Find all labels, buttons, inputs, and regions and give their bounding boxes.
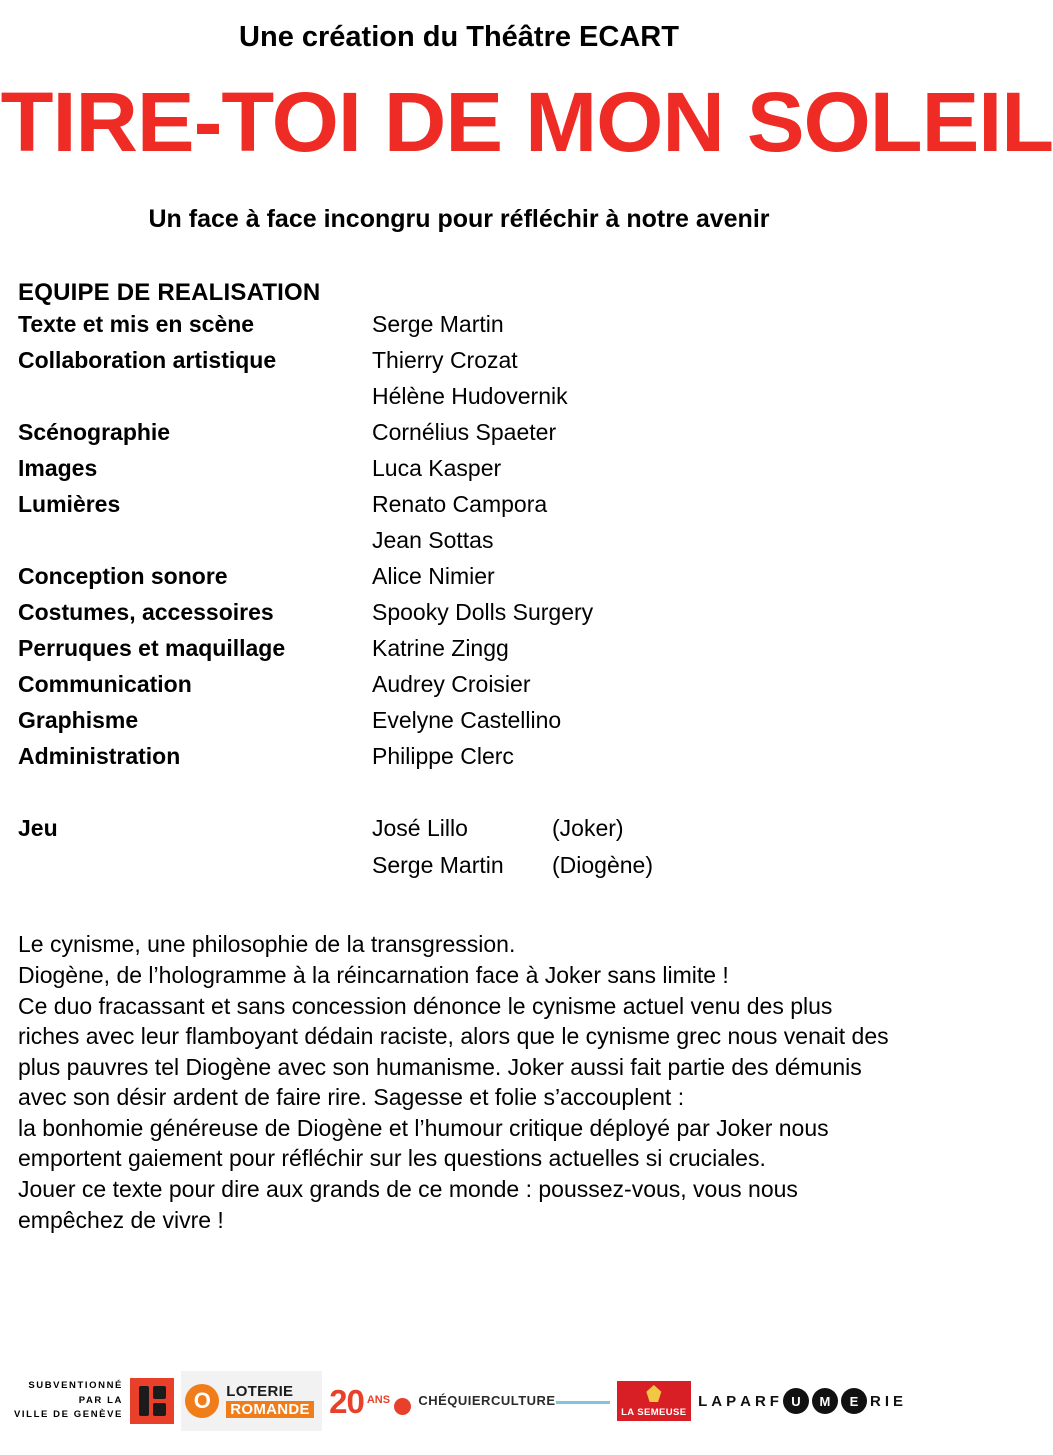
credit-name: Spooky Dolls Surgery bbox=[372, 599, 594, 626]
credit-role: Graphisme bbox=[18, 707, 139, 734]
credit-row bbox=[18, 529, 904, 565]
credits-section bbox=[14, 279, 904, 891]
cast-actor-name-text: José Lillo bbox=[372, 815, 468, 842]
description-line: Diogène, de l’hologramme à la réincarnation face à Joker sans limite ! bbox=[18, 961, 729, 988]
credit-name: Philippe Clerc bbox=[372, 743, 514, 770]
parfumerie-letter: F bbox=[769, 1392, 780, 1410]
poster-title: TIRE-TOI DE MON SOLEIL bbox=[0, 74, 1053, 169]
cast-row bbox=[18, 854, 904, 891]
credit-role: Lumières bbox=[18, 491, 121, 518]
parfumerie-letter-circle: U bbox=[783, 1388, 809, 1414]
parfumerie-letter: I bbox=[884, 1392, 890, 1410]
geneva-crest-icon bbox=[130, 1378, 174, 1424]
credit-role: Perruques et maquillage bbox=[18, 635, 286, 662]
loterie-text bbox=[226, 1384, 314, 1418]
credit-name: Serge Martin bbox=[372, 311, 504, 338]
sponsor-logos bbox=[14, 1371, 904, 1431]
credit-name: Audrey Croisier bbox=[372, 671, 531, 698]
credit-row bbox=[18, 349, 904, 385]
credit-name: Thierry Crozat bbox=[372, 347, 518, 374]
credit-row bbox=[18, 673, 904, 709]
chequier-underline-icon bbox=[556, 1401, 610, 1404]
sponsor-loterie-romande bbox=[181, 1371, 322, 1431]
sponsor-la-semeuse bbox=[617, 1381, 691, 1421]
poster-eyebrow: Une création du Théâtre ECART bbox=[239, 21, 679, 53]
cast-actor-name bbox=[372, 817, 624, 840]
cast-row bbox=[18, 817, 904, 854]
credit-name: Luca Kasper bbox=[372, 455, 502, 482]
credit-name: Alice Nimier bbox=[372, 563, 495, 590]
cast-section bbox=[18, 817, 904, 891]
credit-name: Katrine Zingg bbox=[372, 635, 509, 662]
credit-row bbox=[18, 457, 904, 493]
sponsor-chequier-culture bbox=[418, 1375, 609, 1427]
description-line: la bonhomie généreuse de Diogène et l’humour critique déployé par Joker nous emportent gaiement pour réfléchir sur les questions actuelles si cruciales. bbox=[18, 1114, 829, 1172]
loterie-line-1: LOTERIE bbox=[226, 1383, 294, 1400]
credit-name: Evelyne Castellino bbox=[372, 707, 562, 734]
semeuse-figure-icon bbox=[646, 1385, 661, 1402]
description-line: Jouer ce texte pour dire aux grands de ce monde : poussez-vous, vous nous empêchez de vivre ! bbox=[18, 1176, 798, 1233]
credit-row bbox=[18, 565, 904, 601]
cast-character: (Diogène) bbox=[552, 852, 653, 879]
cast-character: (Joker) bbox=[552, 815, 624, 842]
credits-heading: EQUIPE DE REALISATION bbox=[18, 279, 321, 307]
poster-subtitle: Un face à face incongru pour réfléchir à notre avenir bbox=[148, 204, 770, 233]
sponsor-ville-de-geneve bbox=[14, 1375, 174, 1427]
chequier-line-2: CULTURE bbox=[490, 1393, 556, 1409]
description-text bbox=[14, 929, 904, 1235]
credit-row bbox=[18, 385, 904, 421]
credit-row bbox=[18, 601, 904, 637]
loterie-circle-icon: O bbox=[185, 1384, 219, 1418]
sponsor-line-2: PAR LA bbox=[78, 1394, 123, 1406]
credit-row bbox=[18, 637, 904, 673]
parfumerie-letter-circle: E bbox=[841, 1388, 867, 1414]
credit-role: Costumes, accessoires bbox=[18, 599, 274, 626]
credit-row bbox=[18, 709, 904, 745]
credit-role: Communication bbox=[18, 671, 192, 698]
parfumerie-letter: A bbox=[740, 1392, 752, 1410]
credit-role: Conception sonore bbox=[18, 563, 228, 590]
parfumerie-letter-circle: M bbox=[812, 1388, 838, 1414]
credit-role: Images bbox=[18, 455, 98, 482]
parfumerie-letter: E bbox=[892, 1392, 904, 1410]
parfumerie-letter: P bbox=[726, 1392, 738, 1410]
credit-role: Collaboration artistique bbox=[18, 347, 277, 374]
credit-role: Administration bbox=[18, 743, 181, 770]
sponsor-line-1: SUBVENTIONNÉ bbox=[28, 1379, 123, 1391]
anniversary-number: 20 bbox=[329, 1382, 364, 1420]
cast-label: Jeu bbox=[18, 815, 58, 842]
credit-name: Cornélius Spaeter bbox=[372, 419, 557, 446]
loterie-line-2: ROMANDE bbox=[226, 1401, 314, 1418]
cast-actor-name bbox=[372, 854, 653, 877]
chequier-line-1: CHÉQUIER bbox=[418, 1393, 491, 1409]
sponsor-la-parfumerie bbox=[698, 1375, 904, 1427]
credit-role: Scénographie bbox=[18, 419, 171, 446]
credit-name: Hélène Hudovernik bbox=[372, 383, 568, 410]
credit-row bbox=[18, 745, 904, 781]
credit-name: Renato Campora bbox=[372, 491, 548, 518]
anniversary-dot-icon bbox=[394, 1398, 411, 1415]
sponsor-20-ans bbox=[329, 1375, 411, 1427]
parfumerie-letter: L bbox=[698, 1392, 709, 1410]
credit-row bbox=[18, 493, 904, 529]
credit-row bbox=[18, 313, 904, 349]
parfumerie-letter: A bbox=[711, 1392, 724, 1410]
parfumerie-letter: R bbox=[754, 1392, 767, 1410]
sponsor-line-3: VILLE DE GENÈVE bbox=[14, 1409, 123, 1421]
anniversary-label: ANS bbox=[366, 1394, 391, 1407]
credit-role: Texte et mis en scène bbox=[18, 311, 255, 338]
credit-name: Jean Sottas bbox=[372, 527, 494, 554]
sponsor-ville-de-geneve-text bbox=[14, 1379, 123, 1423]
poster bbox=[0, 21, 1053, 1455]
parfumerie-letter: R bbox=[869, 1392, 882, 1410]
description-line: Ce duo fracassant et sans concession dénonce le cynisme actuel venu des plus riches avec leur flamboyant dédain raciste, alors que le cynisme grec nous venait des plus pauvres tel Diogène avec son humanisme. Joker aussi fait partie des démunis avec son désir ardent de faire rire. Sagesse et folie s’accouplent : bbox=[18, 992, 889, 1111]
description-line: Le cynisme, une philosophie de la transgression. bbox=[18, 931, 516, 958]
semeuse-name: LA SEMEUSE bbox=[621, 1407, 687, 1418]
cast-actor-name-text: Serge Martin bbox=[372, 852, 504, 879]
credit-row bbox=[18, 421, 904, 457]
